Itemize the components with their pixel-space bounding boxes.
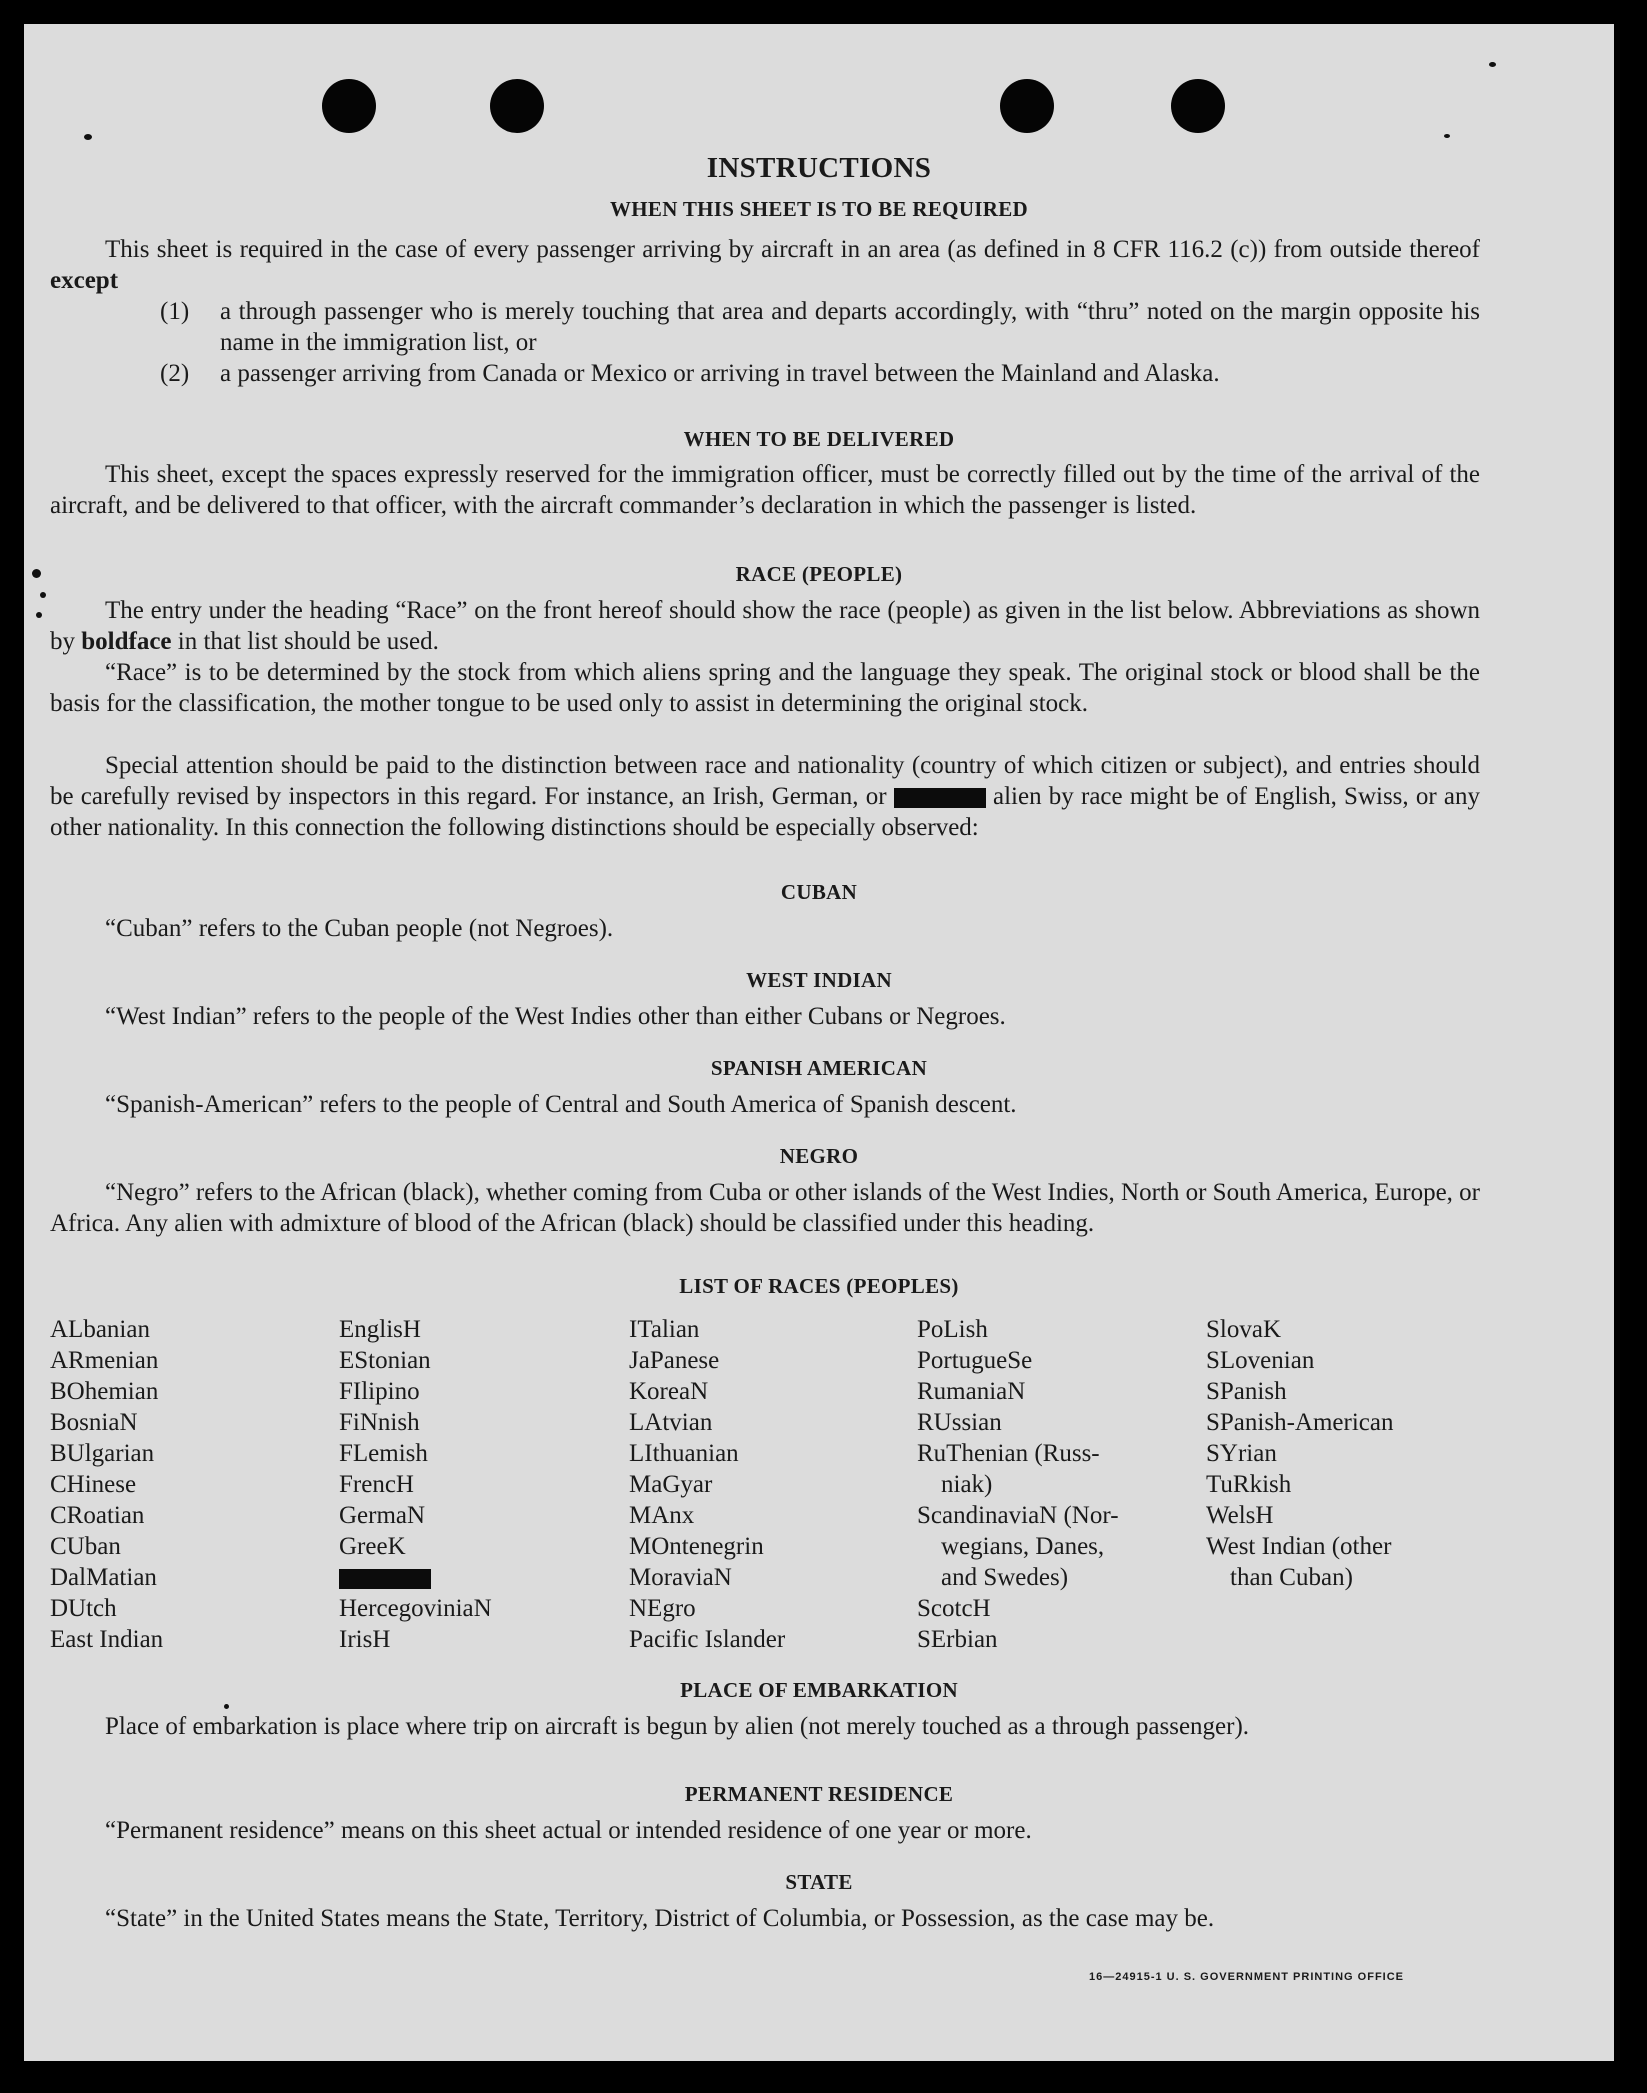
negro-text: “Negro” refers to the African (black), whether coming from Cuba or other islands of the West Indies, North or South America, Europe, or Africa. Any alien with admixture of blood of the African (black) should be classified under this heading. — [50, 1179, 1480, 1237]
race-p1-b: in that list should be used. — [177, 628, 439, 655]
speck — [1444, 134, 1450, 138]
race-entry: BUlgarian — [50, 1440, 155, 1467]
race-entry: Pacific Islander — [629, 1626, 786, 1653]
race-entry: WelsH — [1206, 1502, 1274, 1529]
spanish-american-text: “Spanish-American” refers to the people of Central and South America of Spanish descent. — [105, 1091, 1017, 1118]
race-entry: IrisH — [339, 1626, 391, 1653]
heading-state: STATE — [785, 1870, 853, 1894]
race-p1-a: The entry under the heading “Race” on the front hereof should show the race (people) as given in the list below. Abbreviations as shown by — [50, 597, 1480, 655]
race-entry: East Indian — [50, 1626, 164, 1653]
speck — [40, 592, 46, 598]
race-entry: GreeK — [339, 1533, 406, 1560]
speck — [224, 1704, 229, 1709]
item-2-text: a passenger arriving from Canada or Mexico or arriving in travel between the Mainland and Alaska. — [220, 360, 1220, 387]
race-entry: West Indian (other — [1206, 1533, 1392, 1560]
race-entry: CUban — [50, 1533, 121, 1560]
race-entry: NEgro — [629, 1595, 696, 1622]
race-entry: EStonian — [339, 1347, 431, 1374]
race-entry: GermaN — [339, 1502, 426, 1529]
race-entry: FLemish — [339, 1440, 428, 1467]
race-entry: JaPanese — [629, 1347, 720, 1374]
race-entry-continued: wegians, Danes, — [941, 1533, 1105, 1560]
race-entry: KoreaN — [629, 1378, 709, 1405]
race-entry: HercegoviniaN — [339, 1595, 492, 1622]
race-entry: SLovenian — [1206, 1347, 1315, 1374]
required-intro-text: This sheet is required in the case of every passenger arriving by aircraft in an area (as defined in 8 CFR 116.2 (c)) from outside thereof — [105, 236, 1480, 263]
race-entry: LIthuanian — [629, 1440, 739, 1467]
embarkation-text: Place of embarkation is place where trip on aircraft is begun by alien (not merely touched as a through passenger). — [105, 1713, 1250, 1740]
race-entry: RumaniaN — [917, 1378, 1026, 1405]
item-2-number: (2) — [160, 360, 190, 387]
heading-when-required: WHEN THIS SHEET IS TO BE REQUIRED — [609, 197, 1028, 221]
west-indian-text: “West Indian” refers to the people of the West Indies other than either Cubans or Negroes. — [105, 1003, 1006, 1030]
race-column-3 — [629, 1314, 785, 1655]
race-entry: DUtch — [50, 1595, 117, 1622]
speck — [36, 612, 42, 618]
race-entry-continued: and Swedes) — [941, 1564, 1069, 1591]
race-p3-b: alien by race might be of English, Swiss, or any other nationality. In this connection the following distinctions should be especially observed: — [50, 783, 1481, 841]
race-entry: PortugueSe — [917, 1347, 1033, 1374]
race-entry: ScandinaviaN (Nor- — [917, 1502, 1119, 1529]
state-text: “State” in the United States means the State, Territory, District of Columbia, or Possession, as the case may be. — [105, 1905, 1215, 1932]
race-column-4 — [917, 1314, 1119, 1655]
redaction-mark — [339, 1569, 431, 1589]
race-entry: FiNnish — [339, 1409, 420, 1436]
race-paragraph-3 — [50, 750, 1480, 843]
heading-spanish-american: SPANISH AMERICAN — [710, 1056, 928, 1080]
race-entry-continued: niak) — [941, 1471, 993, 1498]
race-entry: MoraviaN — [629, 1564, 732, 1591]
heading-permanent-residence: PERMANENT RESIDENCE — [684, 1782, 954, 1806]
heading-negro: NEGRO — [779, 1144, 859, 1168]
item-1-text: a through passenger who is merely touching that area and departs accordingly, with “thru” noted on the margin opposite his name in the immigration list, or — [220, 298, 1480, 356]
race-entry: SYrian — [1206, 1440, 1277, 1467]
race-entry: ScotcH — [917, 1595, 991, 1622]
required-item-1 — [160, 296, 1480, 358]
punch-hole-3 — [1000, 79, 1054, 133]
race-entry: SPanish-American — [1206, 1409, 1394, 1436]
race-column-2 — [339, 1314, 492, 1655]
race-column-5 — [1206, 1314, 1393, 1593]
race-entry: FrencH — [339, 1471, 414, 1498]
required-intro — [50, 234, 1480, 296]
required-item-2 — [160, 358, 1480, 389]
race-entry: SPanish — [1206, 1378, 1287, 1405]
race-entry: EnglisH — [339, 1316, 421, 1343]
punch-hole-1 — [322, 79, 376, 133]
heading-cuban: CUBAN — [780, 880, 858, 904]
item-1-number: (1) — [160, 298, 190, 325]
required-intro-bold: except — [50, 267, 119, 294]
race-p1-bold: boldface — [81, 628, 172, 655]
race-entry: DalMatian — [50, 1564, 157, 1591]
heading-west-indian: WEST INDIAN — [746, 968, 892, 992]
race-entry: FIlipino — [339, 1378, 420, 1405]
race-entry: ITalian — [629, 1316, 700, 1343]
race-entry: RUssian — [917, 1409, 1002, 1436]
race-entry: SErbian — [917, 1626, 998, 1653]
race-entry: MOntenegrin — [629, 1533, 764, 1560]
cuban-text: “Cuban” refers to the Cuban people (not Negroes). — [105, 915, 614, 942]
delivered-text: This sheet, except the spaces expressly reserved for the immigration officer, must be correctly filled out by the time of the arrival of the aircraft, and be delivered to that officer, with the aircraft commander’s declaration in which the passenger is listed. — [50, 461, 1480, 519]
race-entry: SlovaK — [1206, 1316, 1281, 1343]
permanent-residence-text: “Permanent residence” means on this sheet actual or intended residence of one year or more. — [105, 1817, 1032, 1844]
race-entry: TuRkish — [1206, 1471, 1292, 1498]
race-entry: CHinese — [50, 1471, 137, 1498]
speck — [84, 134, 92, 140]
heading-list-of-races: LIST OF RACES (PEOPLES) — [679, 1274, 959, 1298]
race-entry: LAtvian — [629, 1409, 713, 1436]
race-entry: CRoatian — [50, 1502, 145, 1529]
redaction-mark — [894, 788, 986, 808]
printing-office-footer: 16—24915-1 U. S. GOVERNMENT PRINTING OFFICE — [1089, 1971, 1405, 1983]
race-entry: PoLish — [917, 1316, 988, 1343]
race-entry: ALbanian — [50, 1316, 150, 1343]
punch-hole-4 — [1171, 79, 1225, 133]
race-paragraph-2: “Race” is to be determined by the stock from which aliens spring and the language they speak. The original stock or blood shall be the basis for the classification, the mother tongue to be used only to assist in determining the original stock. — [50, 659, 1480, 717]
race-p3-a: Special attention should be paid to the distinction between race and nationality (country of which citizen or subject), and entries should be carefully revised by inspectors in this regard. For instance, an Irish, German, or — [50, 752, 1480, 810]
document-page — [24, 24, 1614, 2061]
heading-when-delivered: WHEN TO BE DELIVERED — [683, 427, 955, 451]
heading-place-of-embarkation: PLACE OF EMBARKATION — [680, 1678, 958, 1702]
page-title: INSTRUCTIONS — [706, 152, 932, 184]
heading-race: RACE (PEOPLE) — [735, 562, 903, 586]
race-entry: ARmenian — [50, 1347, 159, 1374]
race-entry: MAnx — [629, 1502, 695, 1529]
race-entry-redacted — [339, 1562, 492, 1593]
punch-hole-2 — [490, 79, 544, 133]
race-entry: BOhemian — [50, 1378, 159, 1405]
race-entry: RuThenian (Russ- — [917, 1440, 1100, 1467]
race-entry: MaGyar — [629, 1471, 713, 1498]
race-column-1 — [50, 1314, 163, 1655]
race-entry-continued: than Cuban) — [1230, 1564, 1353, 1591]
race-entry: BosniaN — [50, 1409, 138, 1436]
race-paragraph-1 — [50, 595, 1480, 657]
speck — [1489, 62, 1496, 67]
